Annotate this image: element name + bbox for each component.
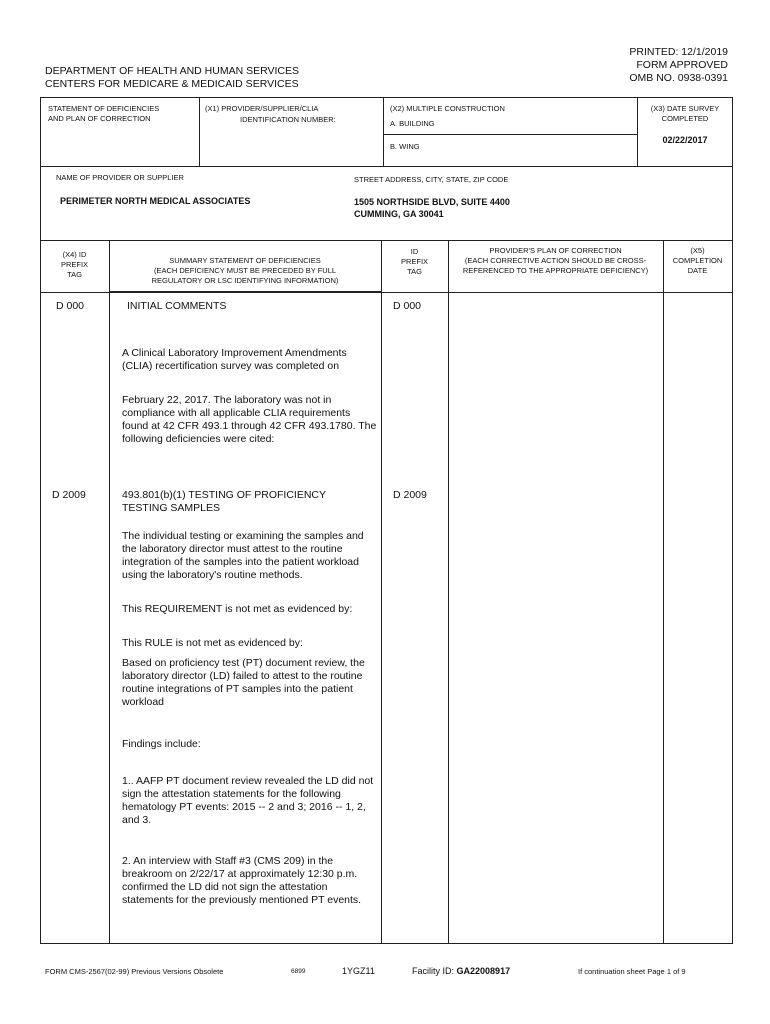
table-right-border [732,97,733,944]
id-head-3: TAG [407,267,422,276]
facility-label: Facility ID: [412,966,455,976]
plan-head-2: (EACH CORRECTIVE ACTION SHOULD BE CROSS- [464,256,647,265]
d2009-paragraph-4: Based on proficiency test (PT) document review, the laboratory director (LD) failed to attest to the routine routine integrations of PT samples into the patient workload [122,657,365,708]
x3-label-2: COMPLETED [661,114,709,123]
d000-paragraph-1: A Clinical Laboratory Improvement Amendments (CLIA) recertification survey was completed on [122,347,347,372]
x4-head-3: TAG [67,270,82,279]
d2009-tag-right: D 2009 [393,489,427,501]
form-approved: FORM APPROVED [636,59,728,71]
x2-label: (X2) MULTIPLE CONSTRUCTION [390,104,505,113]
facility-id: GA22008917 [456,966,511,976]
plan-head-1: PROVIDER'S PLAN OF CORRECTION [489,246,622,255]
col-divider-3 [448,240,449,944]
d2009-tag-left: D 2009 [52,489,86,501]
col-divider-1 [109,240,110,944]
x4-head-2: PREFIX [60,260,89,269]
d2009-paragraph-5: Findings include: [122,738,201,750]
x1-label-1: (X1) PROVIDER/SUPPLIER/CLIA [205,104,319,113]
address-line-1: 1505 NORTHSIDE BLVD, SUITE 4400 [354,197,510,207]
x2-wing: B. WING [390,142,420,151]
d000-paragraph-2: February 22, 2017. The laboratory was not in compliance with all applicable CLIA requirements found at 42 CFR 493.1 through 42 CFR 493.1780. The following deficiencies were cited: [122,394,377,445]
d000-tag-right: D 000 [393,300,422,312]
footer-facility [412,966,510,976]
printed-date: PRINTED: 12/1/2019 [629,46,728,58]
summary-head-2: (EACH DEFICIENCY MUST BE PRECEDED BY FULL [153,266,337,275]
col-divider-2 [381,240,382,944]
summary-head-1: SUMMARY STATEMENT OF DEFICIENCIES [169,256,321,265]
d2009-paragraph-7: 2. An interview with Staff #3 (CMS 209) in the breakroom on 2/22/17 at approximately 12:30 p.m. confirmed the LD did not sign the attestation statements for the previously mentioned PT events. [122,855,362,906]
x3-label-1: (X3) DATE SURVEY [650,104,720,113]
x1-label-2: IDENTIFICATION NUMBER: [240,115,336,124]
row1-bottom [40,166,733,167]
plan-head-3: REFERENCED TO THE APPROPRIATE DEFICIENCY) [462,266,649,275]
centers-name: CENTERS FOR MEDICARE & MEDICAID SERVICES [45,78,299,90]
x4-head-1: (X4) ID [62,250,87,259]
d000-tag-left: D 000 [56,300,85,312]
survey-date: 02/22/2017 [662,135,708,145]
summary-head-3: REGULATORY OR LSC IDENTIFYING INFORMATION) [151,276,339,285]
table-top-border [40,97,733,98]
d2009-paragraph-2: This REQUIREMENT is not met as evidenced by: [122,603,353,615]
address-line-2: CUMMING, GA 30041 [354,209,444,219]
id-head-2: PREFIX [400,257,429,266]
table-bottom-border [40,943,733,944]
statement-label-2: AND PLAN OF CORRECTION [48,114,151,123]
department-name: DEPARTMENT OF HEALTH AND HUMAN SERVICES [45,65,299,77]
row1-divider-1 [199,97,200,167]
x5-head-2: COMPLETION [672,256,723,265]
x5-head-3: DATE [687,266,708,275]
d000-title: INITIAL COMMENTS [127,300,227,312]
id-head-1: ID [410,247,419,256]
footer-page-number: If continuation sheet Page 1 of 9 [578,967,686,976]
d2009-paragraph-1: The individual testing or examining the samples and the laboratory director must attest to the routine integration of the samples into the patient workload using the laboratory's routine methods. [122,530,364,581]
address-label: STREET ADDRESS, CITY, STATE, ZIP CODE [354,175,509,184]
row2-bottom [40,240,733,241]
table-left-border [40,97,41,944]
col-divider-4 [663,240,664,944]
footer-event-id: 1YGZ11 [342,966,375,976]
summary-head-rule [109,291,381,292]
footer-form-id: FORM CMS-2567(02-99) Previous Versions Obsolete [45,967,224,976]
x2-building: A. BUILDING [390,119,435,128]
provider-name: PERIMETER NORTH MEDICAL ASSOCIATES [60,196,251,206]
x5-head-1: (X5) [690,246,705,255]
d2009-paragraph-3: This RULE is not met as evidenced by: [122,637,303,649]
row1-building-divider [383,134,637,135]
row1-divider-2 [383,97,384,167]
provider-name-label: NAME OF PROVIDER OR SUPPLIER [56,173,184,182]
d2009-paragraph-6: 1.. AAFP PT document review revealed the LD did not sign the attestation statements for the following hematology PT events: 2015 -- 2 and 3; 2016 -- 1, 2, and 3. [122,775,374,826]
d2009-title: 493.801(b)(1) TESTING OF PROFICIENCY TESTING SAMPLES [122,489,326,514]
statement-label-1: STATEMENT OF DEFICIENCIES [48,104,160,113]
colhead-bottom [40,292,733,293]
footer-code: 6899 [291,968,306,975]
omb-number: OMB NO. 0938-0391 [629,72,728,84]
